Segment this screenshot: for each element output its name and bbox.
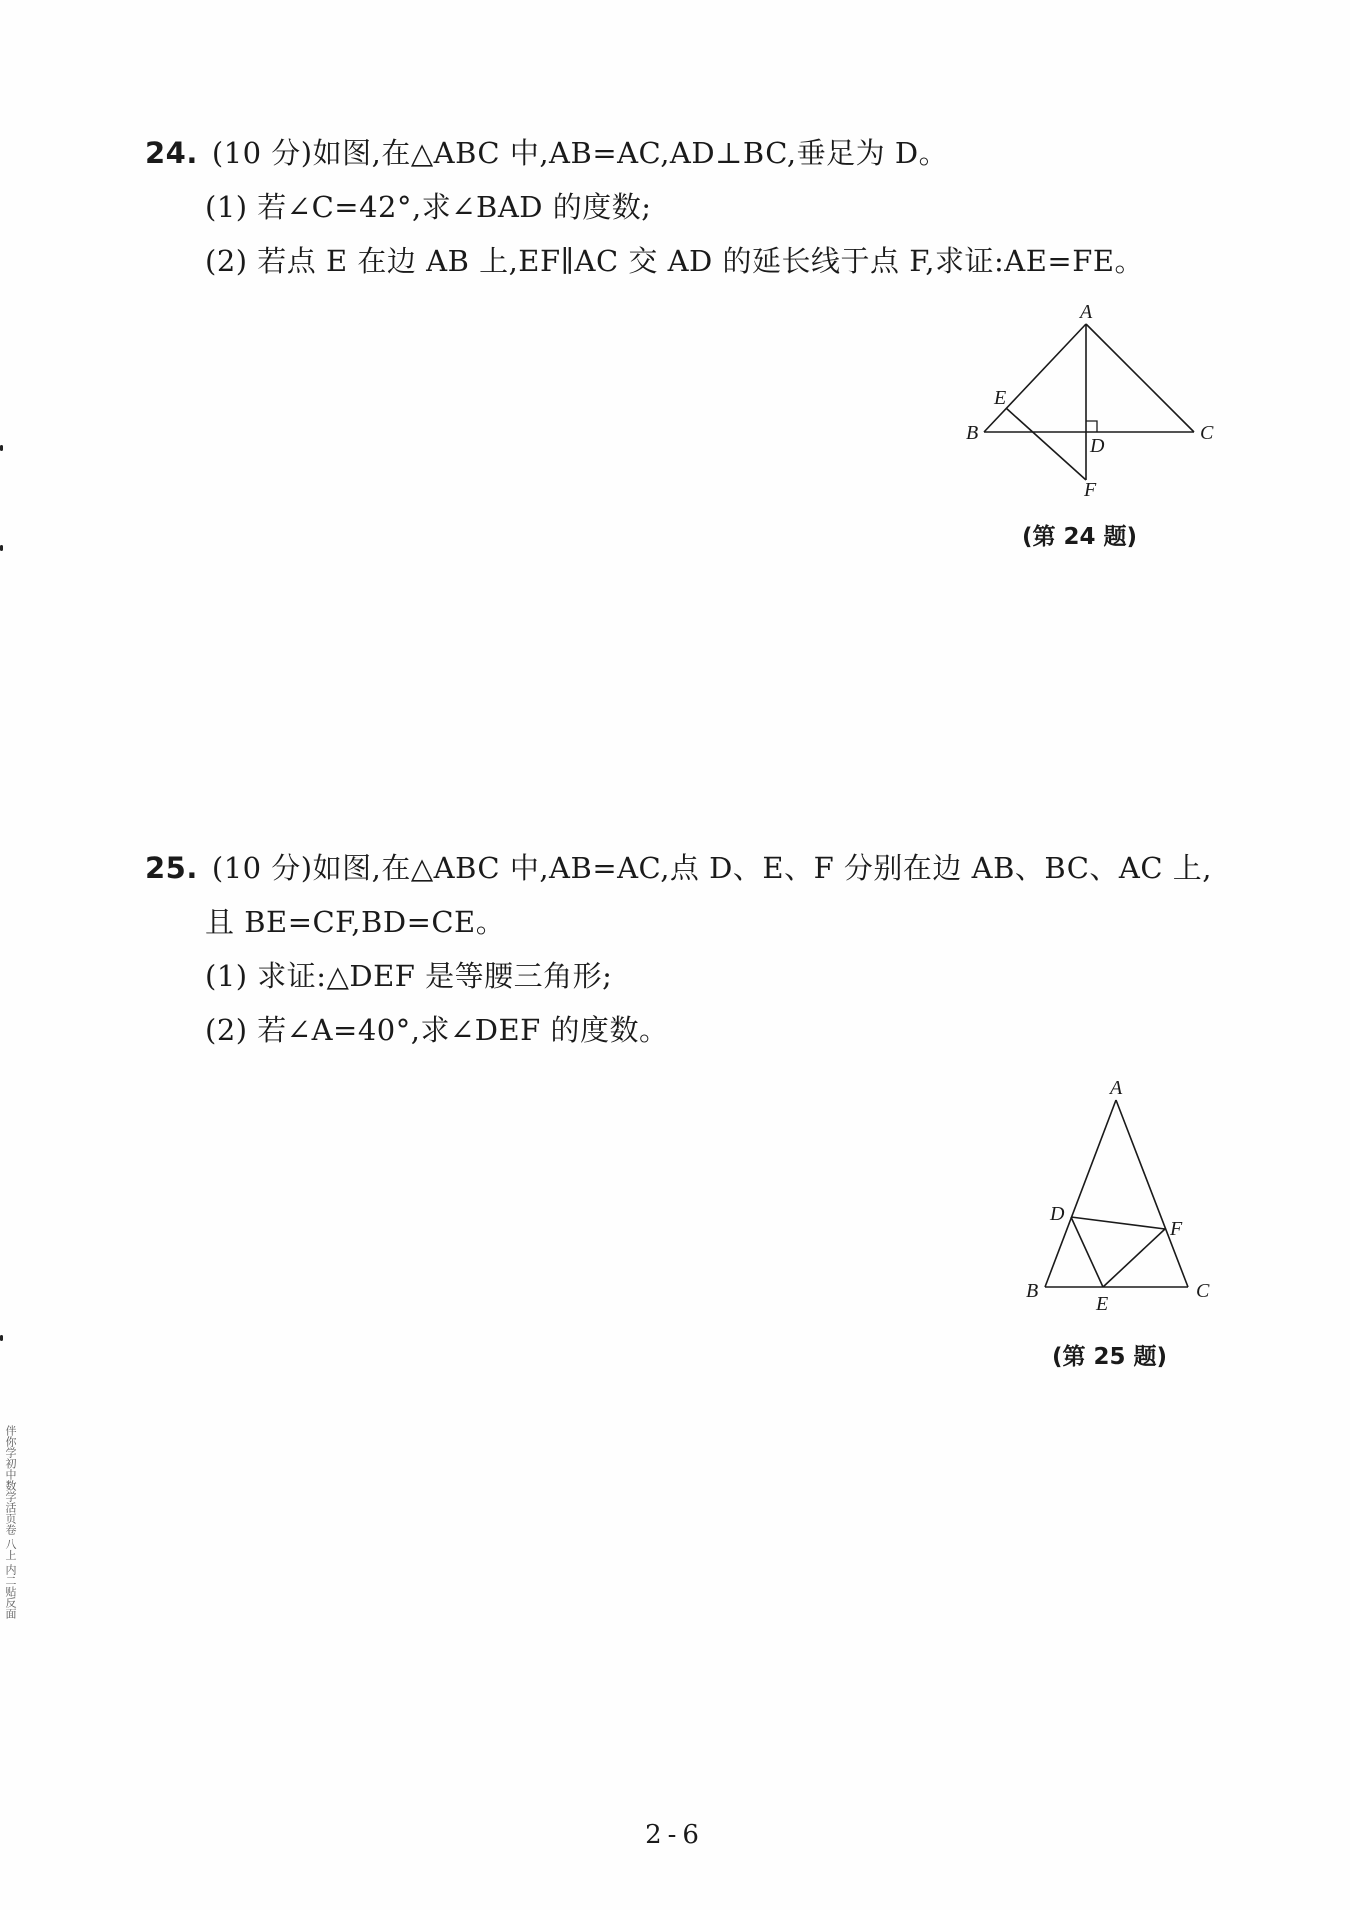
label-d: D [1090,435,1105,457]
label-e: E [994,387,1007,409]
binding-mark [0,445,3,451]
question-part-1: (1) 若∠C=42°,求∠BAD 的度数; [205,190,652,224]
figure-25 [1010,1068,1230,1318]
question-stem: (10 分)如图,在△ABC 中,AB=AC,AD⊥BC,垂足为 D。 [211,136,949,170]
segment-ac [1116,1100,1188,1287]
binding-mark [0,545,3,551]
label-d: D [1050,1203,1065,1225]
figure-24 [950,300,1214,501]
question-24 [145,126,1144,288]
right-angle-mark [1086,421,1097,432]
figure-25-diagram [1010,1068,1230,1318]
segment-ac [1086,324,1194,432]
label-f: F [1170,1218,1183,1240]
question-stem-line-1: (10 分)如图,在△ABC 中,AB=AC,点 D、E、F 分别在边 AB、BC、AC 上, [211,851,1212,885]
label-e: E [1096,1293,1109,1315]
question-part-2: (2) 若∠A=40°,求∠DEF 的度数。 [205,1013,669,1047]
label-b: B [966,422,979,444]
question-25 [145,841,1212,1057]
side-note: 伴你学初中数学活页卷 八上 内二贴反面 [4,1425,17,1619]
figure-24-caption: (第 24 题) [1022,524,1138,550]
figure-24-diagram [950,300,1214,501]
label-a: A [1110,1077,1123,1099]
label-f: F [1084,479,1097,501]
label-c: C [1200,422,1214,444]
question-number: 24. [145,136,198,170]
segment-ef [1103,1229,1165,1287]
segment-df [1071,1217,1165,1229]
question-number: 25. [145,851,198,885]
figure-25-caption: (第 25 题) [1052,1344,1168,1370]
page-number: 2-6 [645,1820,705,1850]
question-part-2: (2) 若点 E 在边 AB 上,EF∥AC 交 AD 的延长线于点 F,求证:AE=FE。 [205,244,1144,278]
segment-ab [1045,1100,1116,1287]
segment-ef [1006,408,1086,480]
question-part-1: (1) 求证:△DEF 是等腰三角形; [205,959,613,993]
binding-mark [0,1335,3,1341]
label-b: B [1026,1280,1039,1302]
segment-de [1071,1217,1103,1287]
label-a: A [1080,301,1093,323]
question-stem-line-2: 且 BE=CF,BD=CE。 [205,905,506,939]
segment-ab [984,324,1086,432]
label-c: C [1196,1280,1210,1302]
